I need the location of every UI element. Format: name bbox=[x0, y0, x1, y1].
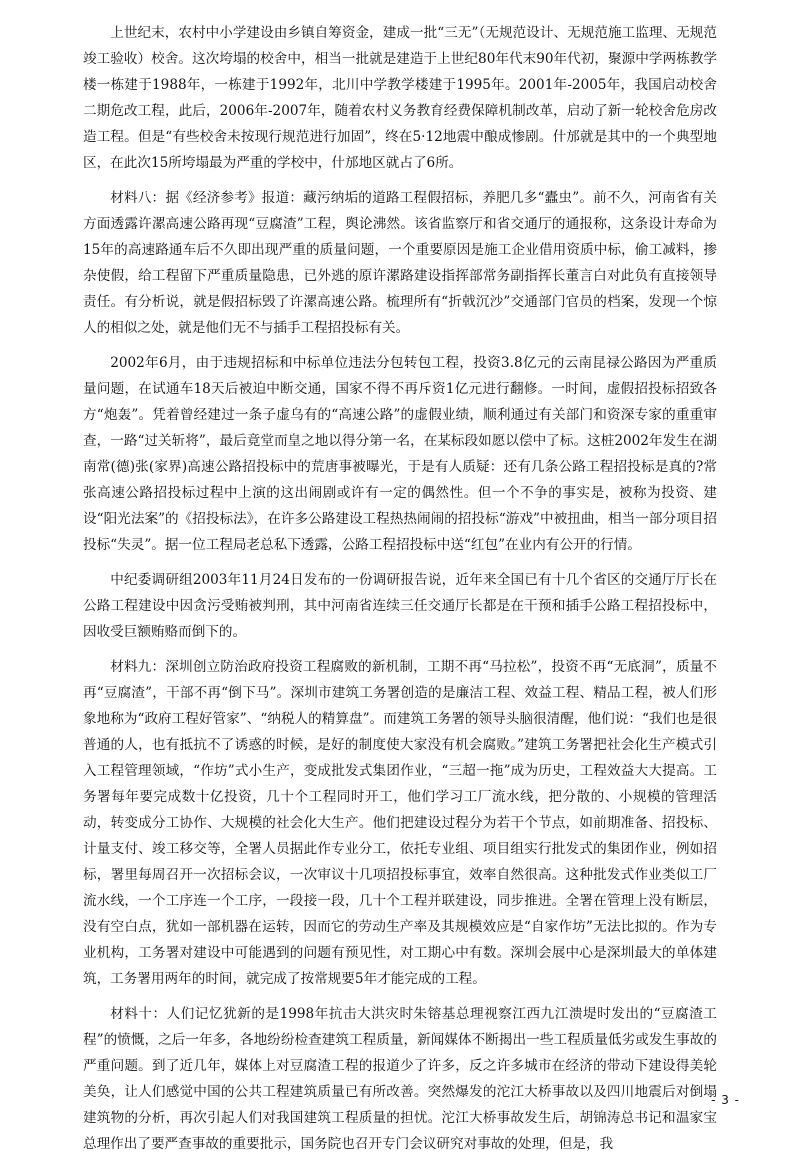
paragraph-school-buildings: 上世纪末，农村中小学建设由乡镇自筹资金，建成一批“三无”（无规范设计、无规范施工监理、无规范竣工验收）校舍。这次垮塌的校舍中，相当一批就是建造于上世纪80年代末90年代初，聚源中学两栋教学楼一栋建于1988年，一栋建于1992年，北川中学教学楼建于1995年。2001年-2005年，我国启动校舍二期危改工程，此后，2006年-2007年，随着农村义务教育经费保障机制改革，启动了新一轮校舍危房改造工程。但是“有些校舍未按现行规范进行加固”，终在5·12地震中酿成惨剧。什邡就是其中的一个典型地区，在此次15所垮塌最为严重的学校中，什邡地区就占了6所。 bbox=[83, 25, 717, 171]
document-body bbox=[83, 20, 717, 1166]
paragraph-material-eight: 材料八：据《经济参考》报道：藏污纳垢的道路工程假招标，养肥几多“蠹虫”。前不久，河南省有关方面透露许漯高速公路再现“豆腐渣”工程，舆论沸然。该省监察厅和省交通厅的通报称，这条设计寿命为15年的高速路通车后不久即出现严重的质量问题，一个重要原因是施工企业借用资质中标，偷工减料，掺杂使假，给工程留下严重质量隐患，已外逃的原许漯路建设指挥部常务副指挥长董言白对此负有直接领导责任。有分析说，就是假招标毁了许漯高速公路。梳理所有“折戟沉沙”交通部门官员的档案，发现一个惊人的相似之处，就是他们无不与插手工程招投标有关。 bbox=[83, 190, 717, 336]
paragraph-discipline-report: 中纪委调研组2003年11月24日发布的一份调研报告说，近年来全国已有十几个省区的交通厅厅长在公路工程建设中因贪污受贿被判刑，其中河南省连续三任交通厅长都是在干预和插手公路工程招投标中，因收受巨额贿赂而倒下的。 bbox=[83, 572, 717, 640]
page-number: - 3 - bbox=[711, 1093, 740, 1107]
paragraph-material-nine: 材料九：深圳创立防治政府投资工程腐败的新机制，工期不再“马拉松”，投资不再“无底洞”，质量不再“豆腐渣”，干部不再“倒下马”。深圳市建筑工务署创造的是廉洁工程、效益工程、精品工程，被人们形象地称为“政府工程好管家”、“纳税人的精算盘”。而建筑工务署的领导头脑很清醒，他们说：“我们也是很普通的人，也有抵抗不了诱惑的时候，是好的制度使大家没有机会腐败。”建筑工务署把社会化生产模式引入工程管理领域，“作坊”式小生产，变成批发式集团作业，“三超一拖”成为历史，工程效益大大提高。工务署每年要完成数十亿投资，几十个工程同时开工，他们学习工厂流水线，把分散的、小规模的管理活动，转变成分工协作、大规模的社会化大生产。他们把建设过程分为若干个节点，如前期准备、招投标、计量支付、竣工移交等，全署人员据此作专业分工，依托专业组、项目组实行批发式的集团作业，例如招标，署里每周召开一次招标会议，一次审议十几项招投标事宜，效率自然很高。这种批发式作业类似工厂流水线，一个工序连一个工序，一段接一段，几十个工程并联建设，同步推进。全署在管理上没有断层，没有空白点，犹如一部机器在运转，因而它的劳动生产率及其规模效应是“自家作坊”无法比拟的。作为专业机构，工务署对建设中可能遇到的问题有预见性，对工期心中有数。深圳会展中心是深圳最大的单体建筑，工务署用两年的时间，就完成了按常规要5年才能完成的工程。 bbox=[83, 659, 717, 987]
paragraph-kunlu-highway: 2002年6月，由于违规招标和中标单位违法分包转包工程，投资3.8亿元的云南昆禄公路因为严重质量问题，在试通车18天后被迫中断交通，国家不得不再斥资1亿元进行翻修。一时间，虚假招投标招致各方“炮轰”。凭着曾经建过一条子虚乌有的“高速公路”的虚假业绩，顺利通过有关部门和资深专家的重重审查，一路“过关斩将”，最后竟堂而皇之地以得分第一名，在某标段如愿以偿中了标。这桩2002年发生在湖南常(德)张(家界)高速公路招投标中的荒唐事被曝光，于是有人质疑：还有几条公路工程招投标是真的?常张高速公路招投标过程中上演的这出闹剧或许有一定的偶然性。但一个不争的事实是，被称为投资、建设“阳光法案”的《招投标法》，在许多公路建设工程热热闹闹的招投标“游戏”中被扭曲，相当一部分项目招投标“失灵”。据一位工程局老总私下透露，公路工程招投标中送“红包”在业内有公开的行情。 bbox=[83, 355, 717, 553]
paragraph-material-ten: 材料十：人们记忆犹新的是1998年抗击大洪灾时朱镕基总理视察江西九江溃堤时发出的“豆腐渣工程”的愤慨，之后一年多，各地纷纷检查建筑工程质量，新闻媒体不断揭出一些工程质量低劣或发生事故的严重问题。到了近几年，媒体上对豆腐渣工程的报道少了许多，反之许多城市在经济的带动下建设得美轮美奂，让人们感觉中国的公共工程建筑质量已有所改善。突然爆发的沱江大桥事故以及四川地震后对倒塌建筑物的分析，再次引起人们对我国建筑工程质量的担忧。沱江大桥事故发生后，胡锦涛总书记和温家宝总理作出了要严查事故的重要批示，国务院也召开专门会议研究对事故的处理，但是，我 bbox=[83, 1006, 717, 1152]
